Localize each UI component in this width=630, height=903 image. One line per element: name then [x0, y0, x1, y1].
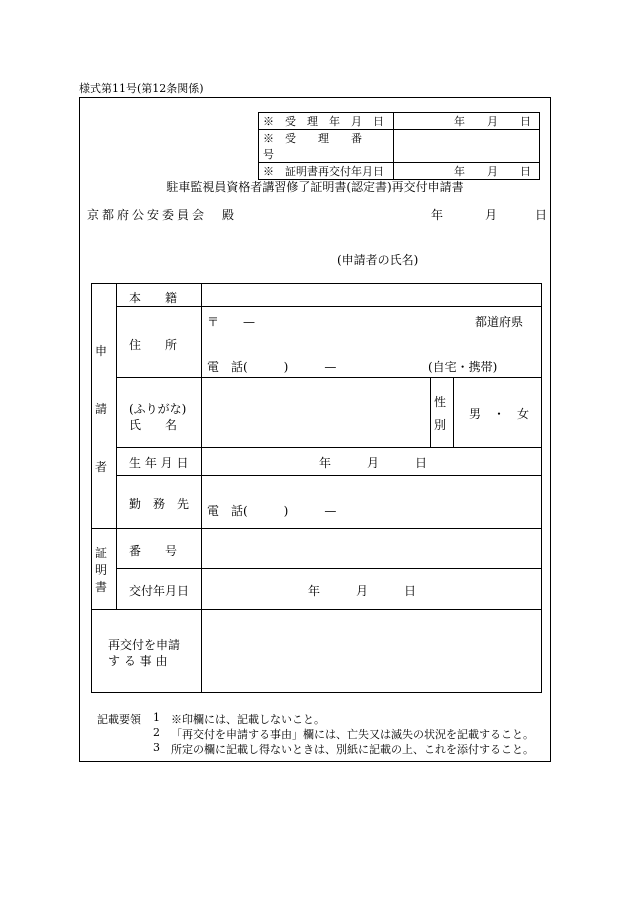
note-number: 3 — [153, 741, 160, 754]
divider — [92, 528, 541, 529]
reissue-date-label: ※ 証明書再交付年月日 — [259, 163, 394, 180]
document-title: 駐車監視員資格者講習修了証明書(認定書)再交付申請書 — [166, 180, 464, 194]
applicant-char: 申 — [95, 344, 108, 358]
phone-type-label: (自宅・携帯) — [428, 360, 498, 374]
reason-label-2: す る 事 由 — [108, 654, 168, 668]
applicant-char: 請 — [95, 402, 108, 416]
date-year: 年 — [431, 208, 444, 222]
prefecture-label: 都道府県 — [475, 315, 524, 329]
note-text: 「再交付を申請する事由」欄には、亡失又は滅失の状況を記載すること。 — [171, 728, 534, 741]
divider — [92, 609, 541, 610]
reception-row — [259, 163, 540, 180]
notes-heading: 記載要領 — [97, 713, 141, 726]
divider — [116, 306, 541, 307]
applicant-char: 者 — [95, 460, 108, 474]
note-number: 1 — [153, 711, 160, 724]
workplace-label: 勤 務 先 — [129, 497, 190, 511]
divider — [453, 377, 454, 447]
honseki-label: 本 籍 — [129, 291, 178, 305]
sex-label-2: 別 — [434, 418, 447, 432]
certificate-char: 書 — [95, 580, 108, 594]
reception-date-value[interactable]: 年 月 日 — [394, 113, 540, 130]
note-text: 所定の欄に記載し得ないときは、別紙に記載の上、これを添付すること。 — [171, 743, 534, 756]
reception-number-value[interactable] — [394, 130, 540, 163]
issue-date-value[interactable]: 年 月 日 — [308, 584, 417, 598]
name-label: 氏 名 — [129, 418, 178, 432]
furigana-label: (ふりがな) — [129, 402, 187, 416]
reason-label-1: 再交付を申請 — [108, 638, 181, 652]
sex-label-1: 性 — [434, 395, 447, 409]
reception-table — [258, 112, 540, 180]
form-number: 様式第11号(第12条関係) — [79, 82, 204, 95]
addressee: 京都府公安委員会 殿 — [87, 208, 238, 222]
divider — [116, 447, 541, 448]
divider — [116, 377, 541, 378]
reception-row — [259, 113, 540, 130]
reissue-date-value[interactable]: 年 月 日 — [394, 163, 540, 180]
home-phone-field[interactable]: 電 話( ) — — [207, 360, 337, 374]
reception-number-label: ※ 受 理 番 号 — [259, 130, 394, 163]
birthdate-value[interactable]: 年 月 日 — [319, 456, 428, 470]
applicant-name-label: (申請者の氏名) — [337, 253, 419, 267]
note-text: ※印欄には、記載しないこと。 — [171, 713, 325, 726]
sex-options[interactable]: 男 ・ 女 — [469, 407, 530, 421]
divider — [430, 377, 431, 447]
divider — [116, 568, 541, 569]
address-label: 住 所 — [129, 338, 178, 352]
cert-number-label: 番 号 — [129, 544, 178, 558]
reception-row — [259, 130, 540, 163]
birthdate-label: 生 年 月 日 — [129, 456, 189, 470]
work-phone-field[interactable]: 電 話( ) — — [207, 504, 337, 518]
divider — [201, 284, 202, 692]
date-month: 月 — [485, 208, 498, 222]
note-number: 2 — [153, 726, 160, 739]
date-day: 日 — [535, 208, 548, 222]
application-table — [91, 283, 542, 693]
postal-code-field[interactable]: 〒 — — [207, 315, 256, 329]
certificate-char: 証 — [95, 546, 108, 560]
reception-date-label: ※ 受 理 年 月 日 — [259, 113, 394, 130]
certificate-char: 明 — [95, 563, 108, 577]
issue-date-label: 交付年月日 — [129, 584, 190, 598]
divider — [116, 475, 541, 476]
